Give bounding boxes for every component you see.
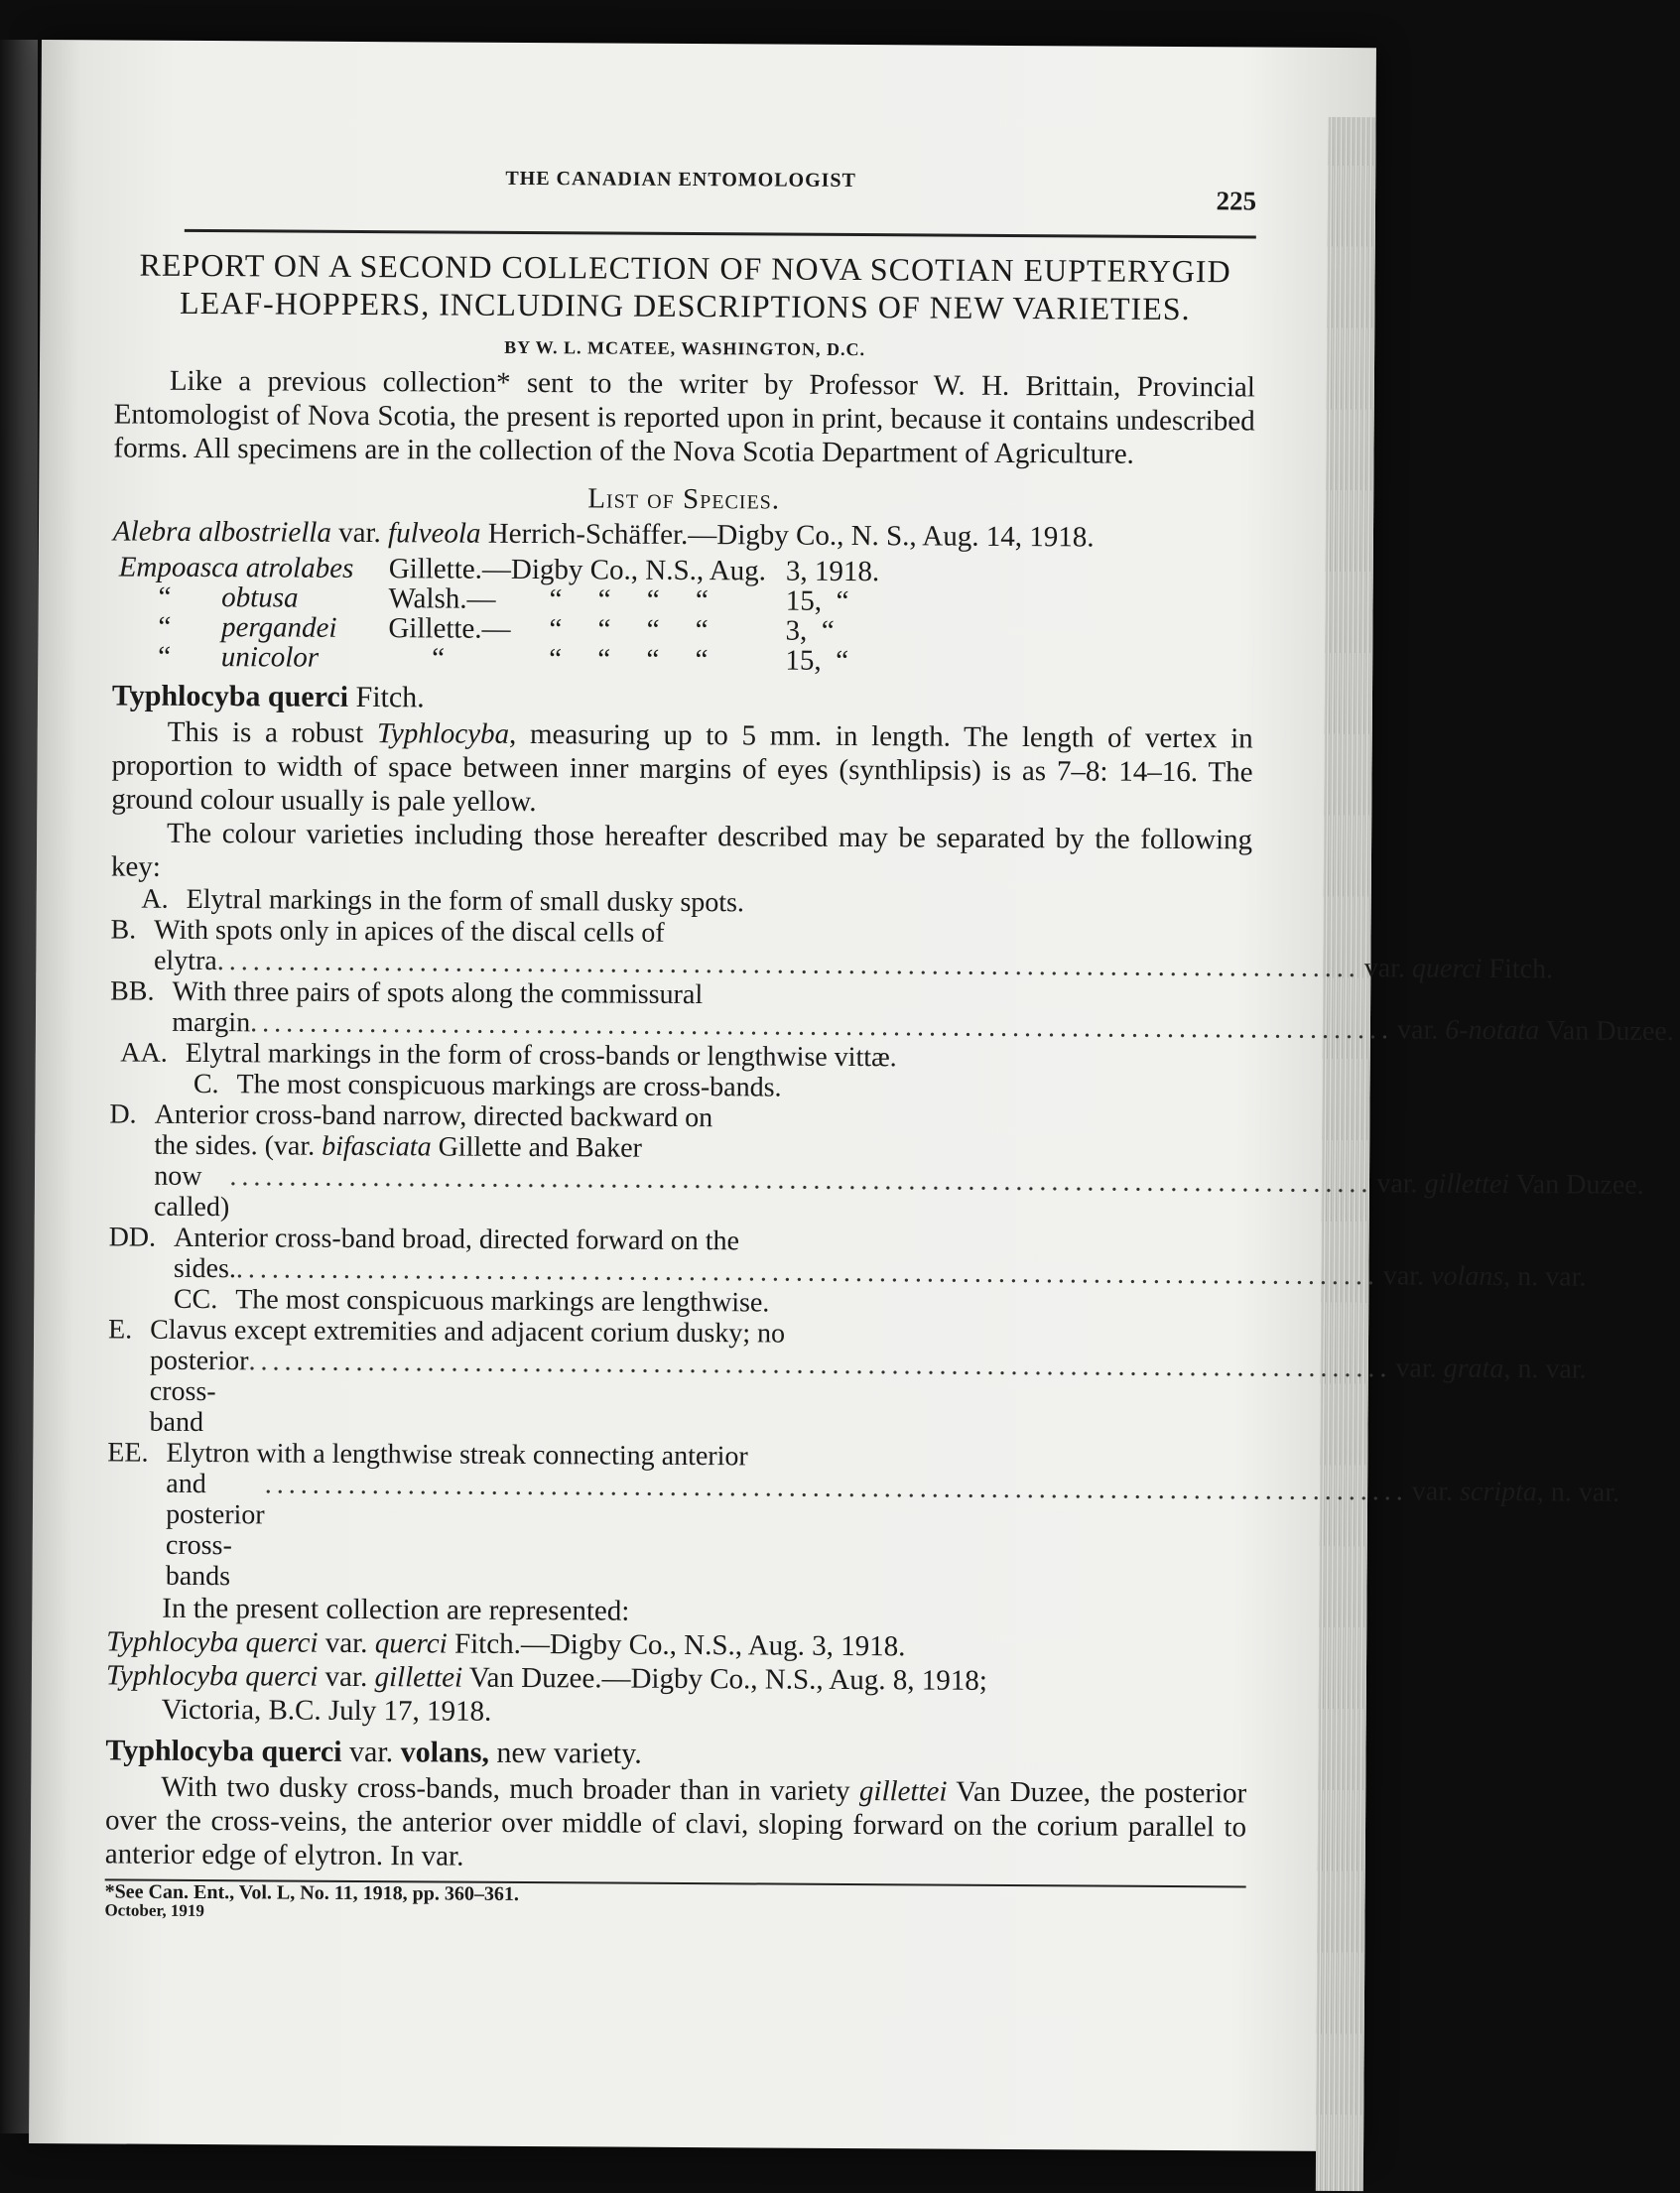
rep-var: querci — [374, 1627, 448, 1660]
running-head — [185, 160, 1256, 239]
key-leader — [166, 1469, 1619, 1601]
desc-text: With two dusky cross-bands, much broader than in variety — [161, 1770, 860, 1808]
key-text: The most conspicuous markings are cross-bands. — [236, 1069, 782, 1103]
result-name: gillettei — [1424, 1168, 1510, 1201]
key-item-dd — [108, 1222, 1587, 1293]
species: atrolabes — [245, 552, 354, 584]
result-pre: var. — [1397, 1014, 1446, 1046]
key-text: Anterior cross-band narrow, directed backward on — [154, 1098, 713, 1134]
species: pergandei — [220, 611, 337, 644]
result-pre: var. — [1411, 1476, 1461, 1507]
page-text — [104, 159, 1674, 1927]
key-result — [1391, 1353, 1586, 1384]
key-text: With three pairs of spots along the commissural — [172, 975, 704, 1011]
book-page — [29, 40, 1674, 2151]
key-text: Clavus except extremities and adjacent corium dusky; no — [150, 1314, 786, 1350]
result-post: Van Duzee. — [1509, 1169, 1644, 1201]
ditto-marks: “ “ “ “ — [549, 583, 709, 617]
alebra-name: Alebra albostriella — [112, 515, 331, 549]
result-pre: var. — [1363, 953, 1413, 984]
description-paragraph — [111, 714, 1253, 823]
rep-text: var. — [318, 1626, 375, 1660]
key-item-e — [107, 1314, 1587, 1444]
represented-intro: In the present collection are represented: — [162, 1592, 630, 1627]
volans-description — [105, 1769, 1247, 1877]
key-text-cont: and posterior cross-bands — [165, 1468, 265, 1593]
intro-paragraph: Like a previous collection* sent to the writer by Professor W. H. Brittain, Provincial Entomologist of Nova Scotia, the present is reported upon in print, because it contains undescribed forms. All specimens are in the collection of the Nova Scotia Department of Agriculture. — [113, 364, 1255, 470]
genus: Empoasca — [118, 551, 239, 584]
alebra-var: fulveola — [387, 517, 481, 550]
result-post: Van Duzee. — [1539, 1015, 1674, 1048]
empoasca-list — [112, 552, 885, 676]
leader-dots: ................................................................................................ — [264, 1469, 1408, 1507]
result-pre: var. — [1382, 1260, 1432, 1292]
key-text-cont: elytra — [153, 945, 217, 977]
species: unicolor — [220, 641, 320, 674]
key-text-cont: now called) — [153, 1160, 230, 1224]
key-label: AA. — [120, 1037, 168, 1069]
ditto-mark: “ — [158, 640, 172, 673]
key-leader — [154, 1161, 1644, 1231]
desc-italic: gillettei — [858, 1775, 948, 1808]
leader-dots: ................................................................................................ — [235, 1253, 1379, 1292]
author-locality: Gillette.—Digby Co., N.S., Aug. — [388, 553, 767, 587]
heading-author: Fitch. — [347, 680, 425, 714]
heading-name: Typhlocyba querci — [105, 1734, 342, 1768]
key-label: E. — [107, 1314, 133, 1346]
heading-name: Typhlocyba querci — [111, 679, 349, 713]
key-item-d — [109, 1098, 1644, 1228]
result-pre: var. — [1395, 1353, 1444, 1384]
key-result — [1360, 953, 1553, 984]
ditto-marks: “ “ “ “ — [549, 613, 709, 647]
key-body — [166, 1438, 1620, 1601]
issue-date: October, 1919 — [104, 1900, 204, 1921]
identification-key — [106, 883, 1674, 1598]
result-post: , n. var. — [1503, 1354, 1587, 1385]
represented-item-2-cont: Victoria, B.C. July 17, 1918. — [161, 1693, 492, 1728]
key-label: DD. — [108, 1222, 157, 1253]
key-text: Elytron with a lengthwise streak connecting anterior — [166, 1437, 748, 1473]
footnote: *See Can. Ent., Vol. L, No. 11, 1918, pp. 360–361. — [104, 1880, 519, 1905]
ditto-mark: “ — [158, 580, 172, 613]
key-label: B. — [110, 914, 137, 946]
result-post: Fitch. — [1482, 953, 1554, 985]
key-text: The most conspicuous markings are lengthwise. — [235, 1284, 770, 1319]
author-locality: Walsh.— — [388, 582, 496, 615]
result-name: querci — [1411, 953, 1483, 984]
heading-text: var. — [341, 1735, 401, 1769]
date: 3, “ — [785, 614, 835, 647]
key-body — [150, 1315, 1587, 1447]
species: obtusa — [221, 581, 299, 614]
key-body — [172, 976, 1674, 1047]
key-body — [154, 1099, 1644, 1231]
leader-dots: ................................................................................................ — [216, 946, 1360, 984]
key-text: Elytral markings in the form of cross-bands or lengthwise vittæ. — [185, 1037, 897, 1074]
page-number: 225 — [1216, 186, 1257, 216]
key-item-bb — [110, 975, 1674, 1048]
list-item — [112, 641, 885, 676]
desc-text: , measuring up to 5 mm. in length. The length of vertex in proportion to width of space between inner margins of eyes (synthlipsis) is as 7–8: 14–16. The ground colour usually is pale yellow. — [111, 717, 1253, 819]
key-label: D. — [109, 1098, 137, 1130]
desc-italic: Typhlocyba — [376, 717, 510, 750]
key-item-ee — [106, 1437, 1620, 1598]
result-name: 6-notata — [1445, 1014, 1540, 1047]
ditto-marks: “ “ “ “ — [549, 643, 709, 677]
leader-dots: ................................................................................................ — [250, 1007, 1394, 1046]
desc-text: This is a robust — [167, 715, 378, 750]
author-locality: “ — [432, 642, 446, 675]
date: 15, “ — [785, 584, 849, 617]
key-italic: bifasciata — [322, 1130, 432, 1163]
key-result — [1372, 1168, 1643, 1201]
result-pre: var. — [1376, 1168, 1425, 1200]
key-body — [174, 1223, 1587, 1293]
ditto-mark: “ — [158, 610, 172, 643]
rep-text: Van Duzee.—Digby Co., N.S., Aug. 8, 1918; — [462, 1661, 987, 1697]
key-item-b — [110, 914, 1554, 985]
result-post: , n. var. — [1503, 1261, 1587, 1293]
rep-text: var. — [318, 1660, 375, 1694]
rep-var: gillettei — [374, 1661, 463, 1694]
key-result — [1393, 1014, 1674, 1047]
key-label: BB. — [110, 975, 155, 1007]
rep-species: Typhlocyba querci — [105, 1659, 319, 1693]
date: 15, “ — [785, 644, 849, 677]
key-result — [1379, 1260, 1587, 1292]
key-label: CC. — [173, 1283, 218, 1316]
alebra-rest: Herrich-Schäffer.—Digby Co., N. S., Aug. 14, 1918. — [480, 517, 1095, 554]
species-alebra — [113, 514, 1254, 555]
key-label: EE. — [107, 1437, 149, 1469]
leader-dots: ................................................................................................ — [248, 1346, 1392, 1384]
key-label: C. — [193, 1068, 219, 1100]
result-name: grata — [1443, 1353, 1504, 1385]
heading-var: volans, — [400, 1736, 490, 1769]
key-leader — [150, 1346, 1587, 1447]
key-intro-paragraph: The colour varieties including those hereafter described may be separated by the following key: — [110, 817, 1253, 883]
result-name: scripta — [1459, 1476, 1537, 1508]
key-text: With spots only in apices of the discal cells of — [154, 914, 665, 949]
key-text: the sides. (var. — [154, 1129, 323, 1162]
leader-dots: ................................................................................................ — [229, 1161, 1373, 1200]
list-heading: List of Species. — [587, 482, 781, 516]
key-text-cont: margin — [172, 1006, 251, 1039]
key-text-cont: sides. — [173, 1252, 236, 1285]
desc-text: Van Duzee, the posterior over the cross-veins, the anterior over middle of clavi, sloping forward on the corium parallel to anterior edge of elytron. In var. — [104, 1775, 1247, 1872]
key-result — [1408, 1476, 1619, 1507]
date: 3, 1918. — [785, 555, 880, 588]
key-text: Anterior cross-band broad, directed forward on the — [173, 1222, 740, 1257]
journal-title: THE CANADIAN ENTOMOLOGIST — [505, 167, 856, 193]
key-text: Elytral markings in the form of small dusky spots. — [186, 883, 745, 919]
rep-text: Fitch.—Digby Co., N.S., Aug. 3, 1918. — [447, 1627, 906, 1663]
key-text-cont: posterior cross-band — [149, 1345, 249, 1439]
article-title: REPORT ON A SECOND COLLECTION OF NOVA SCOTIAN EUPTERYGID LEAF-HOPPERS, INCLUDING DESCRIPTIONS OF NEW VARIETIES. — [139, 246, 1231, 327]
key-label: A. — [141, 883, 169, 915]
key-body — [154, 915, 1553, 985]
key-text: Gillette and Baker — [431, 1131, 642, 1164]
heading-text: new variety. — [488, 1736, 642, 1770]
result-name: volans — [1430, 1260, 1504, 1293]
alebra-var-word: var. — [330, 516, 389, 550]
author-locality: Gillette.— — [388, 612, 511, 645]
rep-species: Typhlocyba querci — [106, 1625, 319, 1659]
byline: BY W. L. MCATEE, WASHINGTON, D.C. — [504, 336, 866, 360]
result-post: , n. var. — [1536, 1477, 1620, 1508]
